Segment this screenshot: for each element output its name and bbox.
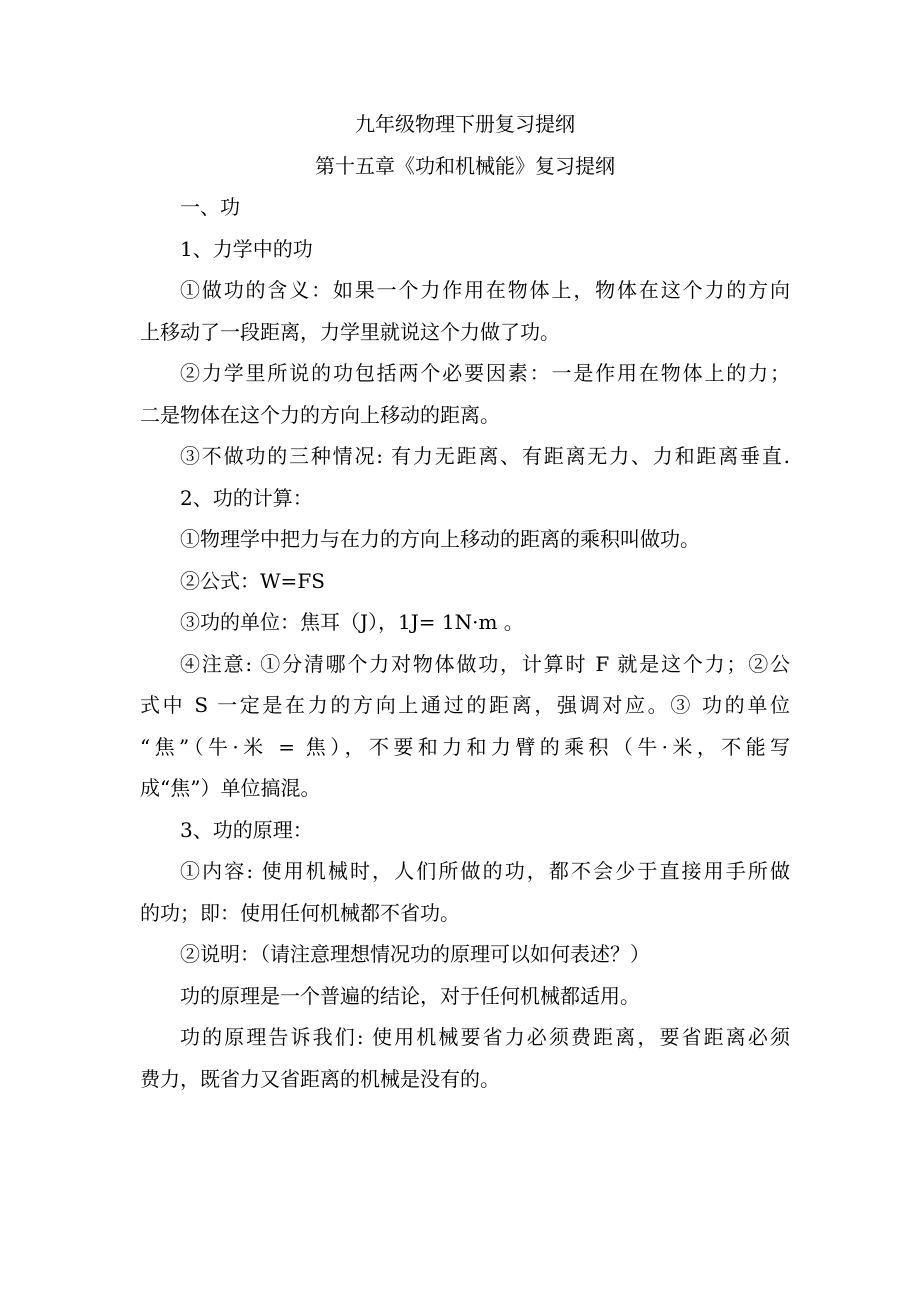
paragraph-line: 成“焦”）单位搞混。 [140, 776, 321, 800]
paragraph-line: ③功的单位：焦耳（J），1J= 1N·m 。 [180, 610, 524, 634]
paragraph-line: 式中 S 一定是在力的方向上通过的距离，强调对应。③ 功的单位 [140, 693, 790, 717]
paragraph-line: “焦”（牛·米 = 焦），不要和力和力臂的乘积（牛·米，不能写 [140, 734, 790, 759]
paragraph-line: 功的原理是一个普遍的结论，对于任何机械都适用。 [180, 983, 640, 1008]
paragraph-line: ①做功的含义：如果一个力作用在物体上，物体在这个力的方向 [180, 278, 790, 302]
paragraph-line: 功的原理告诉我们: 使用机械要省力必须费距离，要省距离必须 [180, 1025, 790, 1049]
paragraph-line: ②说明：（请注意理想情况功的原理可以如何表述？） [180, 942, 650, 966]
paragraph-line: 的功；即：使用任何机械都不省功。 [140, 900, 460, 925]
paragraph-line: 二是物体在这个力的方向上移动的距离。 [140, 402, 500, 427]
paragraph-line: ①物理学中把力与在力的方向上移动的距离的乘积叫做功。 [180, 527, 700, 551]
paragraph-line: ①内容: 使用机械时，人们所做的功，都不会少于直接用手所做 [180, 859, 790, 883]
formula-line: ②公式：W=FS [180, 568, 325, 593]
subsection-heading: 3、功的原理： [180, 817, 313, 842]
chapter-title: 第十五章《功和机械能》复习提纲 [315, 153, 615, 178]
document-title: 九年级物理下册复习提纲 [355, 112, 575, 136]
section-heading: 一、功 [180, 195, 240, 219]
document-body [140, 104, 790, 1100]
paragraph-line: ③不做功的三种情况: 有力无距离、有距离无力、力和距离垂直. [180, 444, 790, 468]
paragraph-line: ④注意: ①分清哪个力对物体做功，计算时 F 就是这个力；②公 [180, 651, 790, 676]
paragraph-line: 上移动了一段距离，力学里就说这个力做了功。 [140, 319, 560, 344]
subsection-heading: 2、功的计算： [180, 485, 313, 510]
paragraph-line: 费力，既省力又省距离的机械是没有的。 [140, 1066, 500, 1091]
subsection-heading: 1、力学中的功 [180, 236, 313, 261]
paragraph-line: ②力学里所说的功包括两个必要因素：一是作用在物体上的力； [180, 361, 790, 385]
